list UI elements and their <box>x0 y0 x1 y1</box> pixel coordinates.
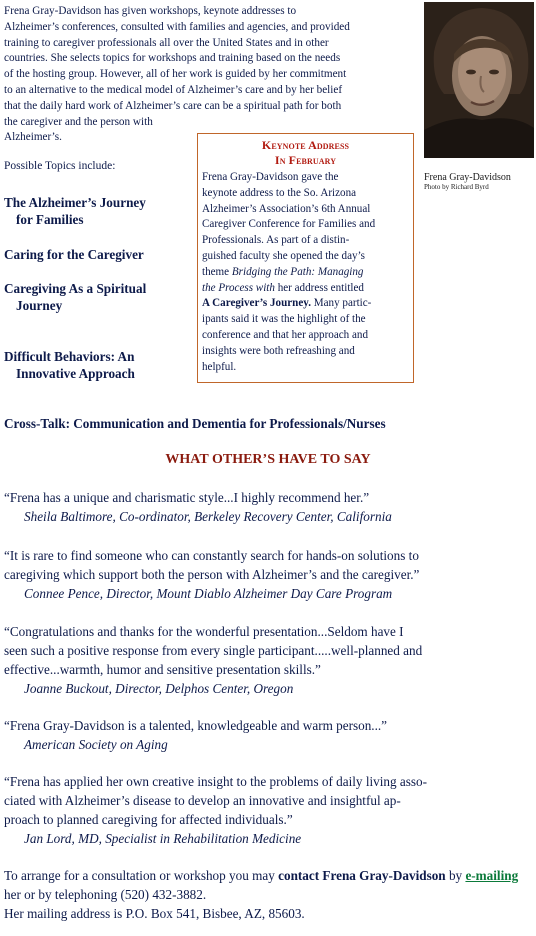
keynote-line <box>202 296 409 312</box>
contact-name: contact Frena Gray-Davidson <box>278 868 446 883</box>
quote-line: seen such a positive response from every single participant.....well-planned and <box>4 643 423 658</box>
keynote-text: theme <box>202 265 232 278</box>
topic-line: Journey <box>16 298 63 313</box>
quote-line: effective...warmth, humor and sensitive presentation skills.” <box>4 662 321 677</box>
keynote-line: helpful. <box>202 360 237 373</box>
keynote-line: conference and that her approach and <box>202 328 369 341</box>
testimonial <box>4 488 532 526</box>
keynote-line: Alzheimer’s Association’s 6th Annual <box>202 202 371 215</box>
topic-crosstalk: Cross-Talk: Communication and Dementia for Professionals/Nurses <box>4 416 386 431</box>
topic-item <box>4 194 190 228</box>
quote-line: “Frena has a unique and charismatic style...I highly recommend her.” <box>4 490 370 505</box>
mailing-address: Her mailing address is P.O. Box 541, Bisbee, AZ, 85603. <box>4 906 305 921</box>
intro-line: of the hosting group. However, all of her work is guided by her commitment <box>4 68 347 81</box>
keynote-text: her address entitled <box>274 281 364 294</box>
keynote-subtitle: In February <box>274 153 337 167</box>
quote-line: “It is rare to find someone who can constantly search for hands-on solutions to <box>4 548 419 563</box>
intro-paragraph <box>4 4 414 146</box>
keynote-line: Professionals. As part of a distin- <box>202 234 350 247</box>
topic-line: Caring for the Caregiver <box>4 247 144 262</box>
keynote-theme-title: Bridging the Path: Managing <box>231 265 364 278</box>
keynote-line <box>202 281 409 297</box>
testimonial <box>4 716 532 754</box>
topic-line: The Alzheimer’s Journey <box>4 195 146 210</box>
testimonial <box>4 546 532 603</box>
intro-line: to an alternative to the medical model of Alzheimer’s care and by her belief <box>4 83 343 96</box>
quote-attribution: Joanne Buckout, Director, Delphos Center, Oregon <box>24 681 294 696</box>
keynote-line: Frena Gray-Davidson gave the <box>202 171 339 183</box>
quote-attribution: Sheila Baltimore, Co-ordinator, Berkeley Recovery Center, California <box>24 509 392 524</box>
keynote-address-title: A Caregiver’s Journey. <box>202 297 311 310</box>
quote-line: “Frena has applied her own creative insight to the problems of daily living asso- <box>4 774 427 789</box>
keynote-line: Caregiver Conference for Families and <box>202 218 376 231</box>
quote-attribution: Jan Lord, MD, Specialist in Rehabilitation Medicine <box>24 831 302 846</box>
keynote-theme-title: the Process with <box>202 281 275 294</box>
quote-line: caregiving which support both the person with Alzheimer’s and the caregiver.” <box>4 567 420 582</box>
keynote-box <box>197 133 414 383</box>
portrait-photo <box>424 2 534 158</box>
quote-attribution: Connee Pence, Director, Mount Diablo Alzheimer Day Care Program <box>24 586 393 601</box>
photo-caption: Frena Gray-Davidson <box>424 172 511 183</box>
intro-line: training to caregiver professionals all over the United States and in other <box>4 36 329 49</box>
keynote-line: ipants said it was the highlight of the <box>202 313 366 326</box>
quote-line: ciated with Alzheimer’s disease to develop an innovative and insightful ap- <box>4 793 401 808</box>
keynote-body <box>202 170 409 375</box>
testimonials-heading: WHAT OTHER’S HAVE TO SAY <box>165 452 371 467</box>
contact-text: her or by telephoning (520) 432-3882. <box>4 887 207 902</box>
topic-item <box>4 348 190 382</box>
contact-line <box>4 866 532 904</box>
intro-line: Alzheimer’s conferences, consulted with families and agencies, and provided <box>4 20 350 33</box>
quote-line: “Frena Gray-Davidson is a talented, knowledgeable and warm person...” <box>4 718 388 733</box>
keynote-text: Many partic- <box>310 297 372 310</box>
topic-line: for Families <box>16 212 84 227</box>
contact-text: by <box>445 868 466 883</box>
topic-line: Caregiving As a Spiritual <box>4 281 147 296</box>
testimonial <box>4 772 532 848</box>
intro-line: the caregiver and the person with <box>4 115 153 128</box>
photo-credit: Photo by Richard Byrd <box>424 183 489 191</box>
topic-item <box>4 280 190 314</box>
intro-line: Frena Gray-Davidson has given workshops, keynote addresses to <box>4 5 297 17</box>
topic-item <box>4 246 190 263</box>
intro-line: that the daily hard work of Alzheimer’s care can be a spiritual path for both <box>4 99 342 112</box>
intro-line: Alzheimer’s. <box>4 131 62 144</box>
keynote-line: keynote address to the So. Arizona <box>202 186 357 199</box>
keynote-line <box>202 265 409 281</box>
intro-line: countries. She selects topics for workshops and training based on the needs <box>4 52 341 65</box>
topic-line: Difficult Behaviors: An <box>4 349 135 364</box>
testimonial <box>4 622 532 698</box>
topic-line: Innovative Approach <box>16 366 135 381</box>
contact-info <box>4 866 532 923</box>
quote-line: proach to planned caregiving for affected individuals.” <box>4 812 293 827</box>
keynote-line: insights were both refreashing and <box>202 344 355 357</box>
topics-label: Possible Topics include: <box>4 160 116 172</box>
email-link[interactable]: e-mailing <box>465 868 519 883</box>
keynote-title: Keynote Address <box>261 138 350 152</box>
quote-line: “Congratulations and thanks for the wonderful presentation...Seldom have I <box>4 624 404 639</box>
keynote-line: guished faculty she opened the day’s <box>202 249 365 262</box>
contact-text: To arrange for a consultation or workshop you may <box>4 868 279 883</box>
quote-attribution: American Society on Aging <box>24 737 168 752</box>
